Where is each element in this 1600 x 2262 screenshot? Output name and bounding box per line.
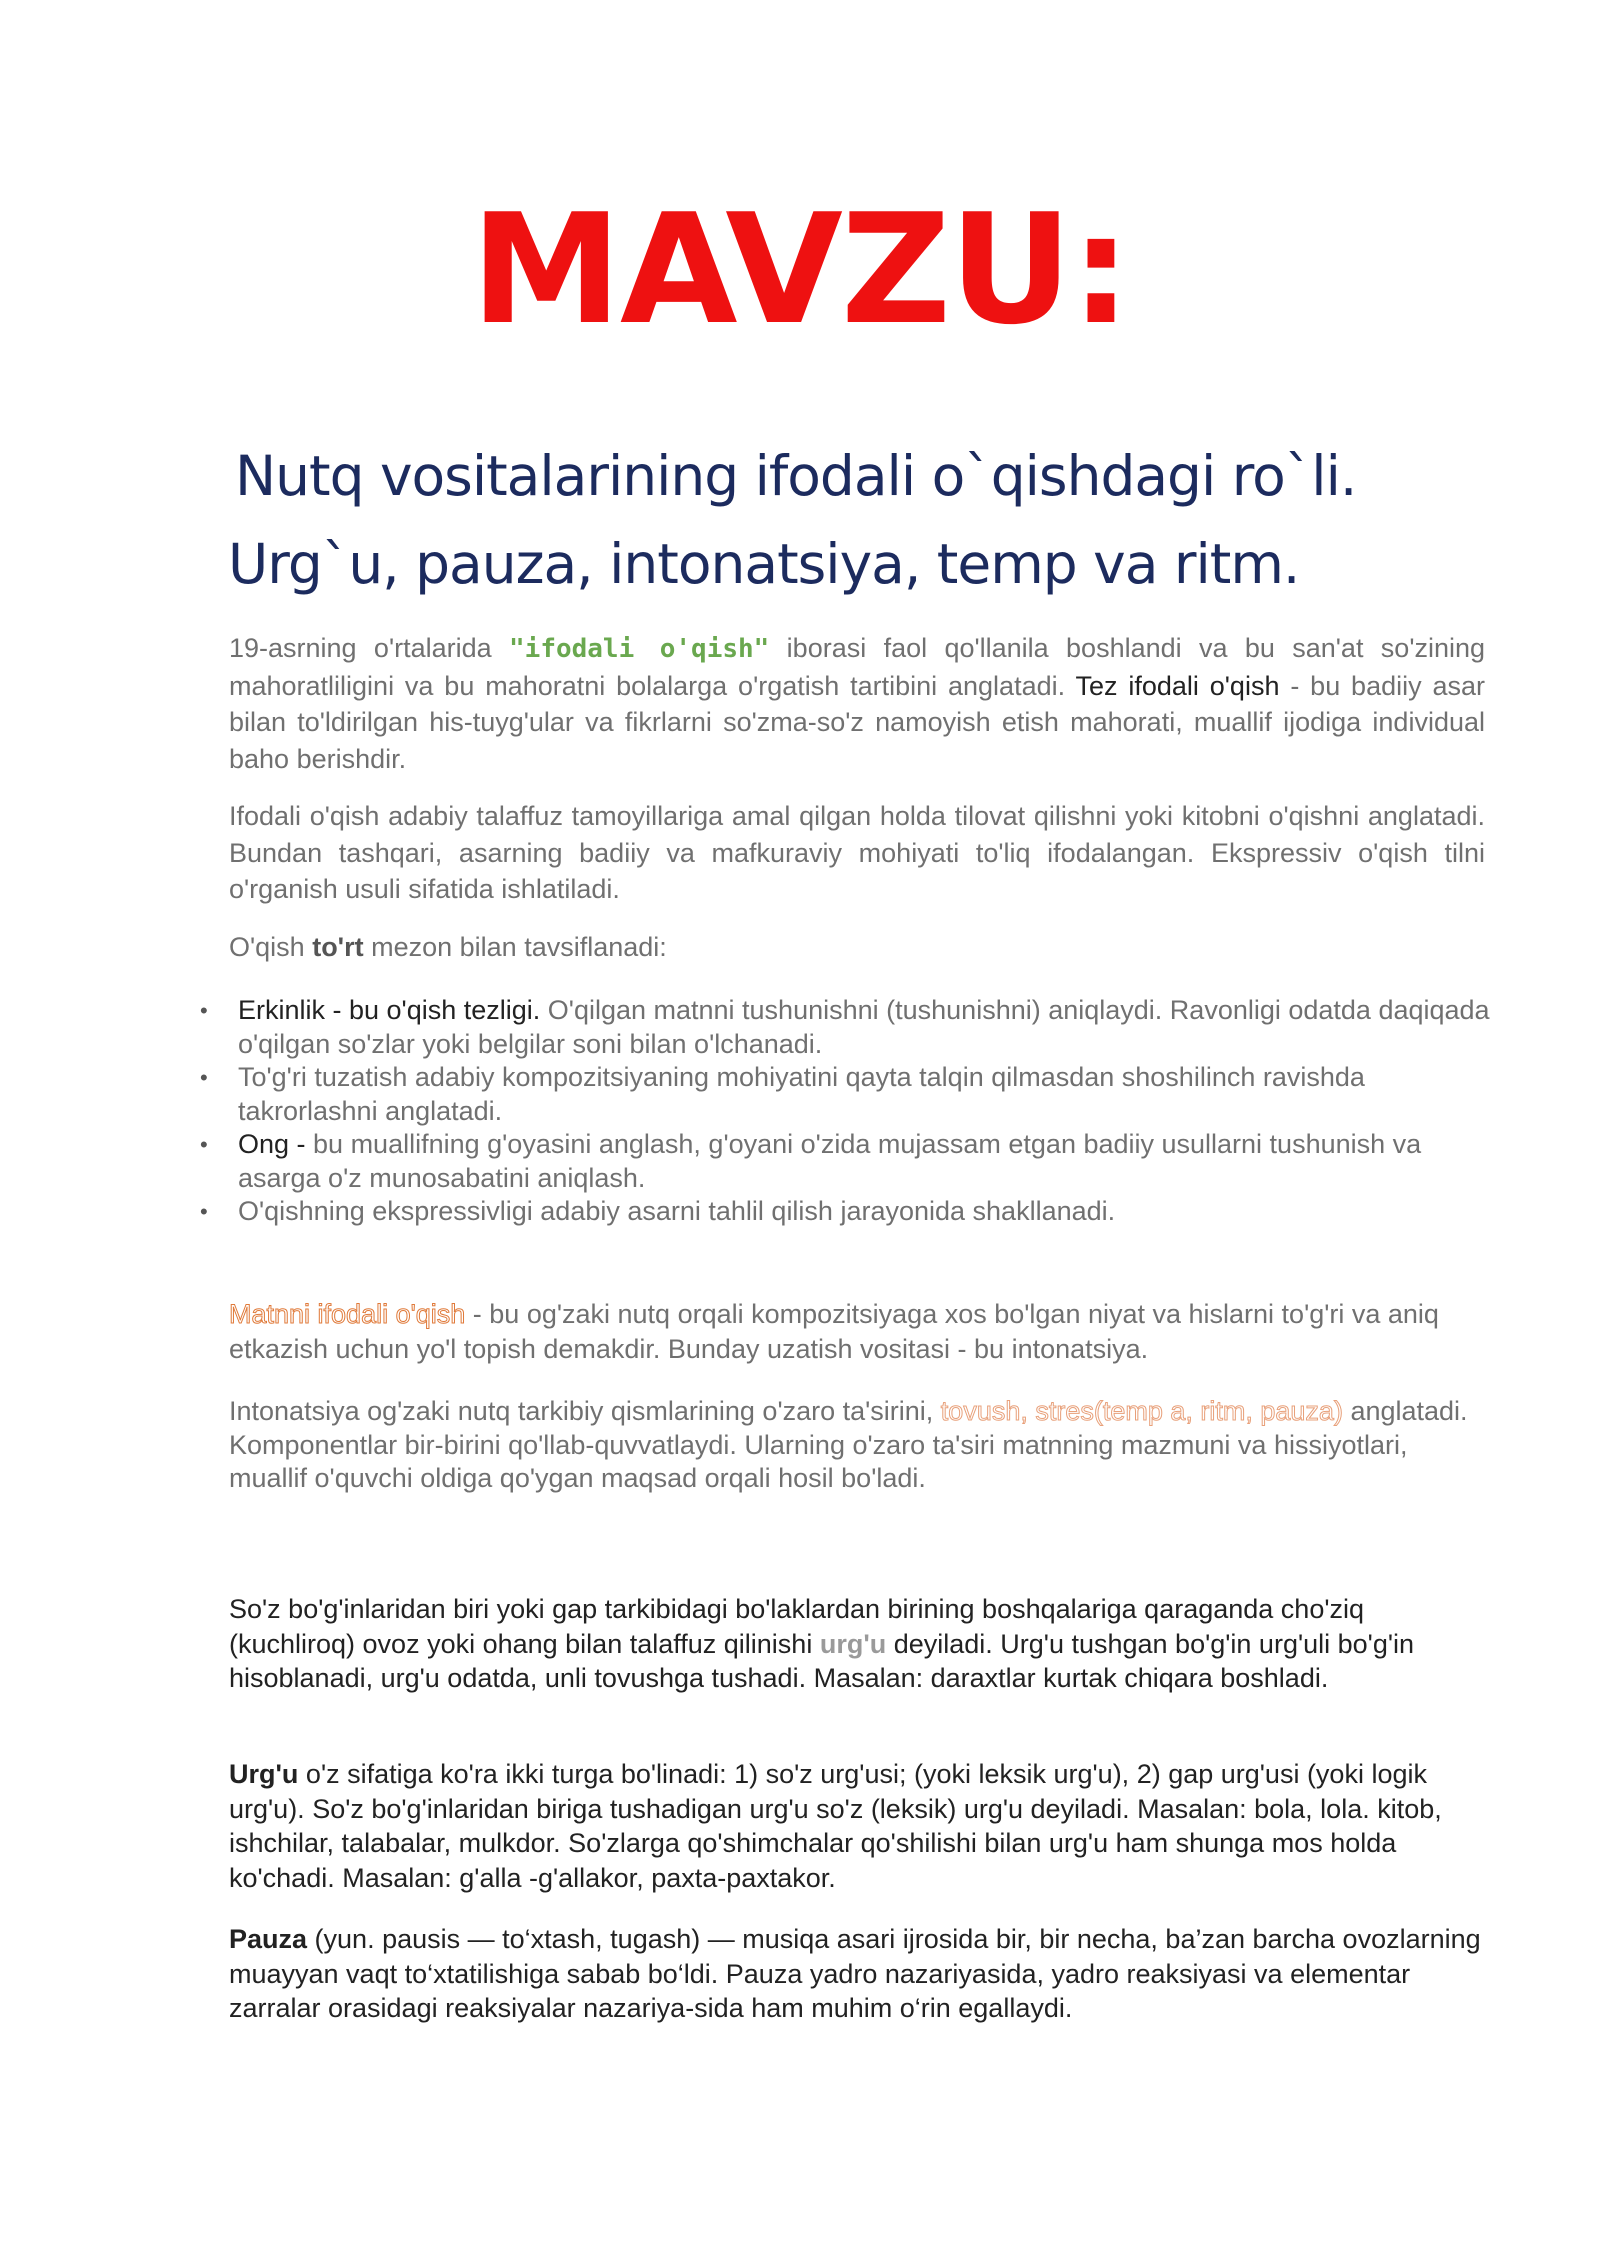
list-item-lead: Ong - bbox=[238, 1129, 306, 1159]
highlight-urgu: urg'u bbox=[819, 1628, 887, 1659]
subtitle-line-1: Nutq vositalarining ifodali o`qishdagi ro`li. bbox=[235, 444, 1357, 508]
paragraph-intro-text-2: iborasi faol qo'llanila boshlandi va bu san'at so'zining mahoratliligini va bu mahoratni bolalarga o'rgatish tartibini anglatadi. bbox=[229, 633, 1486, 701]
list-item-text: bu muallifning g'oyasini anglash, g'oyani o'zida mujassam etgan badiiy usullarni tushunish va asarga o'z munosabatini aniqlash. bbox=[238, 1129, 1422, 1193]
list-item-text: O'qilgan matnni tushunishni (tushunishni) aniqlaydi. Ravonligi odatda daqiqada o'qilgan so'zlar yoki belgilar soni bilan o'lchanadi. bbox=[238, 995, 1490, 1059]
paragraph-intro-text-1: 19-asrning o'rtalarida bbox=[229, 633, 510, 663]
term-tez-ifodali-oqish: Tez ifodali o'qish bbox=[1075, 670, 1280, 701]
paragraph-stress-types bbox=[229, 1757, 1485, 1895]
paragraph-expressive-reading bbox=[229, 1297, 1485, 1366]
paragraph-intro bbox=[229, 630, 1485, 777]
list-item-lead: Erkinlik - bu o'qish tezligi. bbox=[238, 995, 541, 1025]
paragraph-intonation bbox=[229, 1395, 1485, 1496]
list-item bbox=[200, 1128, 1490, 1195]
paragraph-criteria-intro bbox=[229, 929, 1485, 966]
outlined-term-matnni-ifodali-oqish: Matnni ifodali o'qish bbox=[229, 1299, 466, 1329]
bullet-icon: • bbox=[200, 1199, 208, 1224]
paragraph-stress-text-2: deyiladi. Urg'u tushgan bo'g'in urg'uli bo'g'in hisoblanadi, urg'u odatda, unli tovushga tushadi. Masalan: daraxtlar kurtak chiqara boshladi. bbox=[229, 1628, 1414, 1693]
page-subtitle bbox=[228, 432, 1528, 608]
subtitle-line-2: Urg`u, pauza, intonatsiya, temp va ritm. bbox=[228, 532, 1300, 596]
paragraph-intro-text-3: - bu badiiy asar bilan to'ldirilgan his-tuyg'ular va fikrlarni so'zma-so'z namoyish etish mahorati, muallif ijodiga individual baho berishdir. bbox=[229, 670, 1485, 774]
paragraph-stress bbox=[229, 1592, 1485, 1696]
criteria-text-2: mezon bilan tavsiflanadi: bbox=[363, 932, 667, 962]
criteria-text-1: O'qish bbox=[229, 932, 313, 962]
criteria-count: to'rt bbox=[312, 932, 364, 962]
list-item-text: O'qishning ekspressivligi adabiy asarni tahlil qilish jarayonida shakllanadi. bbox=[238, 1196, 1116, 1226]
term-urgu: Urg'u bbox=[229, 1759, 299, 1789]
criteria-list bbox=[200, 994, 1490, 1229]
list-item bbox=[200, 994, 1490, 1061]
bullet-icon: • bbox=[200, 1065, 208, 1090]
page-title: MAVZU: bbox=[470, 181, 1130, 358]
paragraph-pause-text: (yun. pausis — to‘xtash, tugash) — musiqa asari ijrosida bir, bir necha, ba’zan barcha ovozlarning muayyan vaqt to‘xtatilishiga sabab bo‘ldi. Pauza yadro nazariyasida, yadro reaksiyasi va elementar zarralar orasidagi reaksiyalar nazariya-sida ham muhim o‘rin egallaydi. bbox=[229, 1924, 1481, 2023]
paragraph-stress-types-text: o'z sifatiga ko'ra ikki turga bo'linadi: 1) so'z urg'usi; (yoki leksik urg'u), 2) gap urg'usi (yoki logik urg'u). So'z bo'g'inlaridan biriga tushadigan urg'u so'z (leksik) urg'u deyiladi. Masalan: bola, lola. kitob, ishchilar, talabalar, mulkdor. So'zlarga qo'shimchalar qo'shilishi bilan urg'u ham shunga mos holda ko'chadi. Masalan: g'alla -g'allakor, paxta-paxtakor. bbox=[229, 1759, 1442, 1893]
highlight-ifodali-oqish: "ifodali o'qish" bbox=[509, 634, 770, 664]
paragraph-intonation-text-2: anglatadi. Komponentlar bir-birini qo'llab-quvvatlaydi. Ularning o'zaro ta'siri matnning mazmuni va hissiyotlari, muallif o'quvchi oldiga qo'ygan maqsad orqali hosil bo'ladi. bbox=[229, 1396, 1468, 1493]
paragraph-intonation-text-1: Intonatsiya og'zaki nutq tarkibiy qismlarining o'zaro ta'sirini, bbox=[229, 1396, 941, 1426]
paragraph-expressive-reading-text: - bu og'zaki nutq orqali kompozitsiyaga xos bo'lgan niyat va hislarni to'g'ri va aniq etkazish uchun yo'l topish demakdir. Bunday uzatish vositasi - bu intonatsiya. bbox=[229, 1299, 1439, 1364]
list-item-text: To'g'ri tuzatish adabiy kompozitsiyaning mohiyatini qayta talqin qilmasdan shoshilinch ravishda takrorlashni anglatadi. bbox=[238, 1062, 1365, 1126]
outlined-term-tovush-stres: tovush, stres(temp a, ritm, pauza) bbox=[940, 1396, 1343, 1426]
bullet-icon: • bbox=[200, 1132, 208, 1157]
paragraph-pause bbox=[229, 1922, 1485, 2026]
paragraph-definition: Ifodali o'qish adabiy talaffuz tamoyillariga amal qilgan holda tilovat qilishni yoki kitobni o'qishni anglatadi. Bundan tashqari, asarning badiiy va mafkuraviy mohiyati to'liq ifodalangan. Ekspressiv o'qish tilni o'rganish usuli sifatida ishlatiladi. bbox=[229, 801, 1485, 904]
list-item bbox=[200, 1195, 1490, 1229]
paragraph-stress-text-1: So'z bo'g'inlaridan biri yoki gap tarkibidagi bo'laklardan birining boshqalariga qaraganda cho'ziq (kuchliroq) ovoz yoki ohang bilan talaffuz qilinishi bbox=[229, 1594, 1365, 1659]
list-item bbox=[200, 1061, 1490, 1128]
bullet-icon: • bbox=[200, 998, 208, 1023]
term-pauza: Pauza bbox=[229, 1924, 308, 1954]
